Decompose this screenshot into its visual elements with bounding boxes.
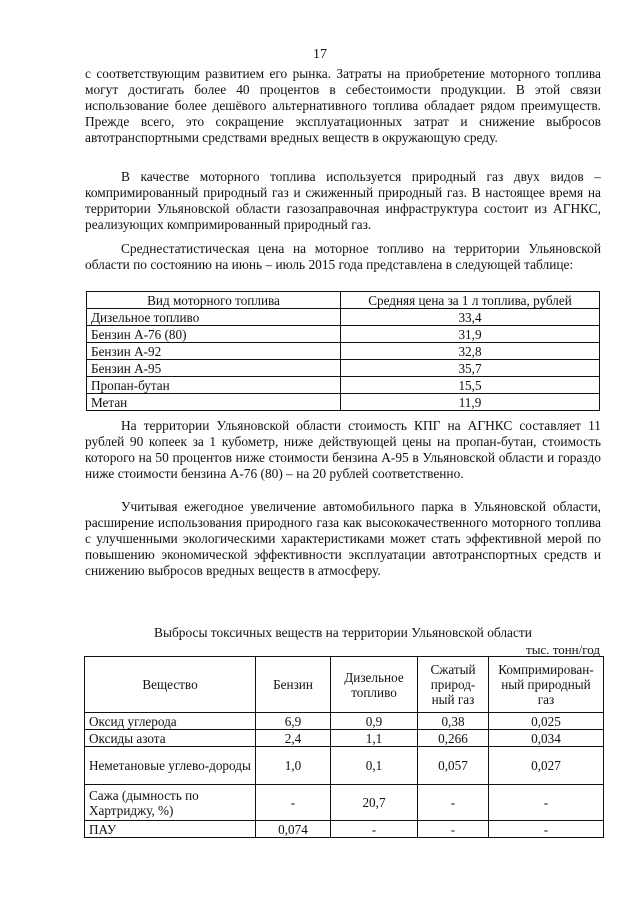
value-cell: - (418, 785, 489, 821)
fuel-name: Бензин А-76 (80) (87, 326, 341, 343)
table-row (87, 394, 600, 411)
value-cell: 20,7 (331, 785, 418, 821)
emissions-caption: Выбросы токсичных веществ на территории Ульяновской области (154, 625, 532, 640)
substance-name: Оксиды азота (85, 730, 256, 747)
value-cell: 0,025 (489, 713, 604, 730)
fuel-price: 33,4 (341, 309, 600, 326)
fuel-price: 31,9 (341, 326, 600, 343)
fuel-name: Дизельное топливо (87, 309, 341, 326)
table-row (87, 343, 600, 360)
table-row (85, 730, 604, 747)
emissions-table (84, 656, 604, 838)
paragraph-1: с соответствующим развитием его рынка. Затраты на приобретение моторного топлива могут достигать более 40 процентов в себестоимости продукции. В этой связи использование более дешёвого альтернативного топлива обладает рядом преимуществ. Прежде всего, это сокращение эксплуатационных затрат и снижение выбросов автотранспортными средствами вредных веществ в окружающую среду. (85, 66, 601, 145)
value-cell: 0,027 (489, 747, 604, 785)
fuel-name: Метан (87, 394, 341, 411)
fuel-price: 32,8 (341, 343, 600, 360)
substance-name: ПАУ (85, 821, 256, 838)
value-cell: 1,1 (331, 730, 418, 747)
table-row (87, 377, 600, 394)
table-header-cell: Компримирован-ный природный газ (489, 657, 604, 713)
fuel-name: Бензин А-95 (87, 360, 341, 377)
fuel-name: Пропан-бутан (87, 377, 341, 394)
value-cell: 0,074 (256, 821, 331, 838)
emissions-units: тыс. тонн/год (526, 642, 600, 657)
table-header-cell: Вид моторного топлива (87, 292, 341, 309)
substance-name: Оксид углерода (85, 713, 256, 730)
table-row (85, 785, 604, 821)
value-cell: 0,1 (331, 747, 418, 785)
table-header-cell: Средняя цена за 1 л топлива, рублей (341, 292, 600, 309)
table-row (85, 713, 604, 730)
table-row (85, 747, 604, 785)
table-row (87, 360, 600, 377)
value-cell: - (489, 785, 604, 821)
value-cell: 2,4 (256, 730, 331, 747)
fuel-price: 35,7 (341, 360, 600, 377)
table-header-cell: Бензин (256, 657, 331, 713)
table-row (87, 309, 600, 326)
value-cell: - (331, 821, 418, 838)
value-cell: 6,9 (256, 713, 331, 730)
fuel-price-table (86, 291, 600, 411)
value-cell: - (489, 821, 604, 838)
fuel-price: 15,5 (341, 377, 600, 394)
value-cell: 1,0 (256, 747, 331, 785)
paragraph-4: На территории Ульяновской области стоимость КПГ на АГНКС составляет 11 рублей 90 копеек за 1 кубометр, ниже действующей цены на пропан-бутан, стоимость которого на 50 процентов ниже стоимости бензина А-95 в Ульяновской области и гораздо ниже стоимости бензина А-76 (80) – на 20 рублей соответственно. (85, 418, 601, 481)
fuel-name: Бензин А-92 (87, 343, 341, 360)
paragraph-3: Среднестатистическая цена на моторное топливо на территории Ульяновской области по состоянию на июнь – июль 2015 года представлена в следующей таблице: (85, 241, 601, 272)
page-number: 17 (313, 47, 327, 62)
value-cell: 0,38 (418, 713, 489, 730)
table-row (87, 326, 600, 343)
table-header-cell: Вещество (85, 657, 256, 713)
fuel-price: 11,9 (341, 394, 600, 411)
paragraph-5: Учитывая ежегодное увеличение автомобильного парка в Ульяновской области, расширение использования природного газа как высококачественного моторного топлива с улучшенными экологическими характеристиками может стать эффективной мерой по повышению экономической эффективности эксплуатации автотранспортных средств и снижению выбросов вредных веществ в атмосферу. (85, 499, 601, 578)
substance-name: Неметановые углево-дороды (85, 747, 256, 785)
value-cell: 0,034 (489, 730, 604, 747)
value-cell: 0,057 (418, 747, 489, 785)
table-header-row (87, 292, 600, 309)
paragraph-2: В качестве моторного топлива используется природный газ двух видов – компримированный природный газ и сжиженный природный газ. В настоящее время на территории Ульяновской области газозаправочная инфраструктура состоит из АГНКС, реализующих компримированный природный газ. (85, 169, 601, 232)
value-cell: - (418, 821, 489, 838)
value-cell: 0,9 (331, 713, 418, 730)
table-header-cell: Дизельное топливо (331, 657, 418, 713)
substance-name: Сажа (дымность по Хартриджу, %) (85, 785, 256, 821)
table-row (85, 821, 604, 838)
table-header-row (85, 657, 604, 713)
value-cell: 0,266 (418, 730, 489, 747)
value-cell: - (256, 785, 331, 821)
table-header-cell: Сжатый природ-ный газ (418, 657, 489, 713)
